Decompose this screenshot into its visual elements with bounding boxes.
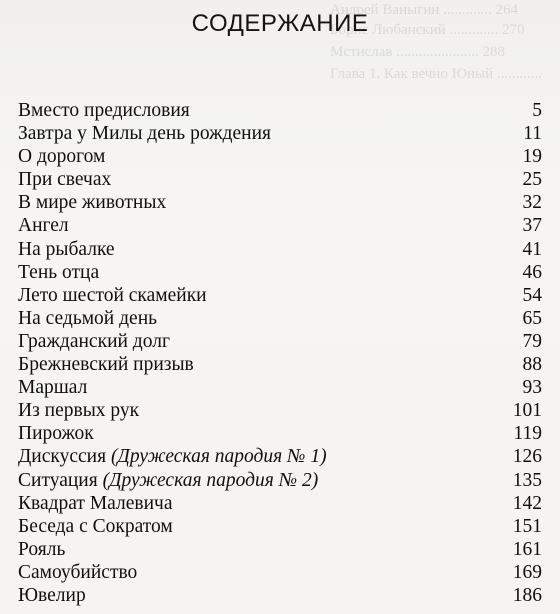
toc-entry — [18, 238, 542, 261]
toc-entry-page-number: 119 — [513, 423, 542, 445]
bleed-line: Мстислав ...................... 288 — [330, 44, 505, 60]
toc-entry — [18, 284, 542, 307]
toc-entry-title-text: Самоубийство — [18, 561, 138, 583]
toc-entry-page-number: 135 — [512, 469, 542, 491]
toc-entry-page-number: 151 — [512, 515, 542, 537]
toc-entry-title — [18, 307, 159, 330]
toc-entry-page-number: 25 — [522, 169, 542, 191]
toc-entry-title-text: Ангел — [18, 215, 69, 237]
toc-entry-title — [18, 99, 192, 122]
toc-entry — [18, 584, 542, 607]
toc-entry-title-text: Ситуация — [18, 469, 103, 491]
toc-entry — [18, 515, 542, 538]
toc-entry — [18, 307, 542, 330]
toc-entry — [18, 538, 542, 561]
toc-entry-title — [18, 284, 209, 307]
toc-entry-page-number: 161 — [512, 538, 542, 560]
toc-entry-title — [18, 353, 196, 376]
toc-entry-title-text: Дискуссия — [18, 446, 111, 468]
toc-entry-title — [18, 445, 329, 468]
toc-entry — [18, 214, 542, 237]
toc-entry-title-text: Гражданский долг — [18, 330, 170, 352]
toc-entry-title-text: Тень отца — [18, 261, 100, 283]
toc-entry-page-number: 46 — [522, 261, 542, 283]
toc-entry-title — [18, 238, 117, 261]
toc-entry-page-number: 88 — [522, 354, 542, 376]
toc-entry-page-number: 65 — [522, 307, 542, 329]
toc-entry-title-text: Лето шестой скамейки — [18, 284, 207, 306]
toc-entry-title — [18, 330, 172, 353]
toc-entry-title-text: Пирожок — [18, 423, 94, 445]
toc-entry-title — [18, 515, 175, 538]
toc-entry-title-text: На рыбалке — [18, 238, 115, 260]
toc-entry-page-number: 19 — [522, 146, 542, 168]
toc-entry-title — [18, 122, 273, 145]
toc-entry — [18, 469, 542, 492]
toc-entry-page-number: 54 — [522, 284, 542, 306]
toc-entry — [18, 99, 542, 122]
toc-entry-page-number: 169 — [512, 561, 542, 583]
toc-entry-title-text: Рояль — [18, 538, 66, 560]
toc-entry-title — [18, 399, 141, 422]
toc-entry-page-number: 79 — [522, 330, 542, 352]
bleed-line: Глава 1. Как вечно Юный ............ — [330, 66, 542, 82]
toc-entry-title-text: Вместо предисловия — [18, 100, 190, 121]
toc-entry-title — [18, 469, 320, 492]
contents-heading: СОДЕРЖАНИЕ — [191, 10, 369, 37]
toc-entry — [18, 353, 542, 376]
toc-entry — [18, 445, 542, 468]
toc-entry-page-number: 186 — [512, 584, 542, 606]
toc-entry-title-text: На седьмой день — [18, 307, 158, 329]
toc-entry-page-number: 41 — [522, 238, 542, 260]
bleed-line: Борис Любанский ............. 270 — [330, 22, 525, 38]
toc-entry-title — [18, 422, 96, 445]
toc-entry-title-text: Брежневский призыв — [18, 354, 194, 376]
toc-entry-page-number: 93 — [522, 377, 542, 399]
toc-entry — [18, 122, 542, 145]
toc-entry-title-text: Завтра у Милы день рождения — [18, 123, 271, 145]
toc-entry-title-text: В мире животных — [18, 192, 167, 214]
toc-entry-title-text: О дорогом — [18, 146, 106, 168]
toc-entry-subtitle: (Дружеская пародия № 1) — [110, 446, 327, 468]
toc-entry-title — [18, 191, 168, 214]
toc-entry-title-text: Из первых рук — [18, 400, 140, 422]
toc-entry-page-number: 37 — [522, 215, 542, 237]
toc-entry — [18, 376, 542, 399]
bleed-line: Андрей Ваныгин ............. 264 — [330, 2, 519, 18]
toc-entry-title-text: Ювелир — [18, 584, 86, 606]
toc-entry — [18, 330, 542, 353]
toc-entry-title — [18, 561, 139, 584]
toc-entry-page-number: 142 — [512, 492, 542, 514]
toc-entry-subtitle: (Дружеская пародия № 2) — [102, 469, 319, 491]
toc-entry — [18, 168, 542, 191]
toc-entry-title — [18, 168, 113, 191]
toc-entry-page-number: 101 — [512, 400, 542, 422]
toc-entry-title-text: Беседа с Сократом — [18, 515, 173, 537]
toc-entry-page-number: 5 — [532, 100, 542, 121]
table-of-contents — [18, 99, 542, 607]
toc-entry-title-text: При свечах — [18, 169, 112, 191]
toc-entry — [18, 492, 542, 515]
toc-entry-page-number: 32 — [522, 192, 542, 214]
toc-entry-title-text: Квадрат Малевича — [18, 492, 173, 514]
toc-entry — [18, 561, 542, 584]
toc-entry-title — [18, 538, 67, 561]
toc-entry-page-number: 11 — [523, 123, 542, 145]
toc-entry-title — [18, 261, 101, 284]
toc-entry — [18, 145, 542, 168]
toc-entry-title-text: Маршал — [18, 377, 88, 399]
toc-entry — [18, 422, 542, 445]
toc-entry-title — [18, 145, 107, 168]
toc-entry — [18, 191, 542, 214]
toc-entry — [18, 261, 542, 284]
toc-entry-title — [18, 584, 88, 607]
toc-entry — [18, 399, 542, 422]
toc-entry-title — [18, 214, 71, 237]
toc-entry-title — [18, 492, 175, 515]
toc-entry-page-number: 126 — [512, 446, 542, 468]
toc-entry-title — [18, 376, 89, 399]
